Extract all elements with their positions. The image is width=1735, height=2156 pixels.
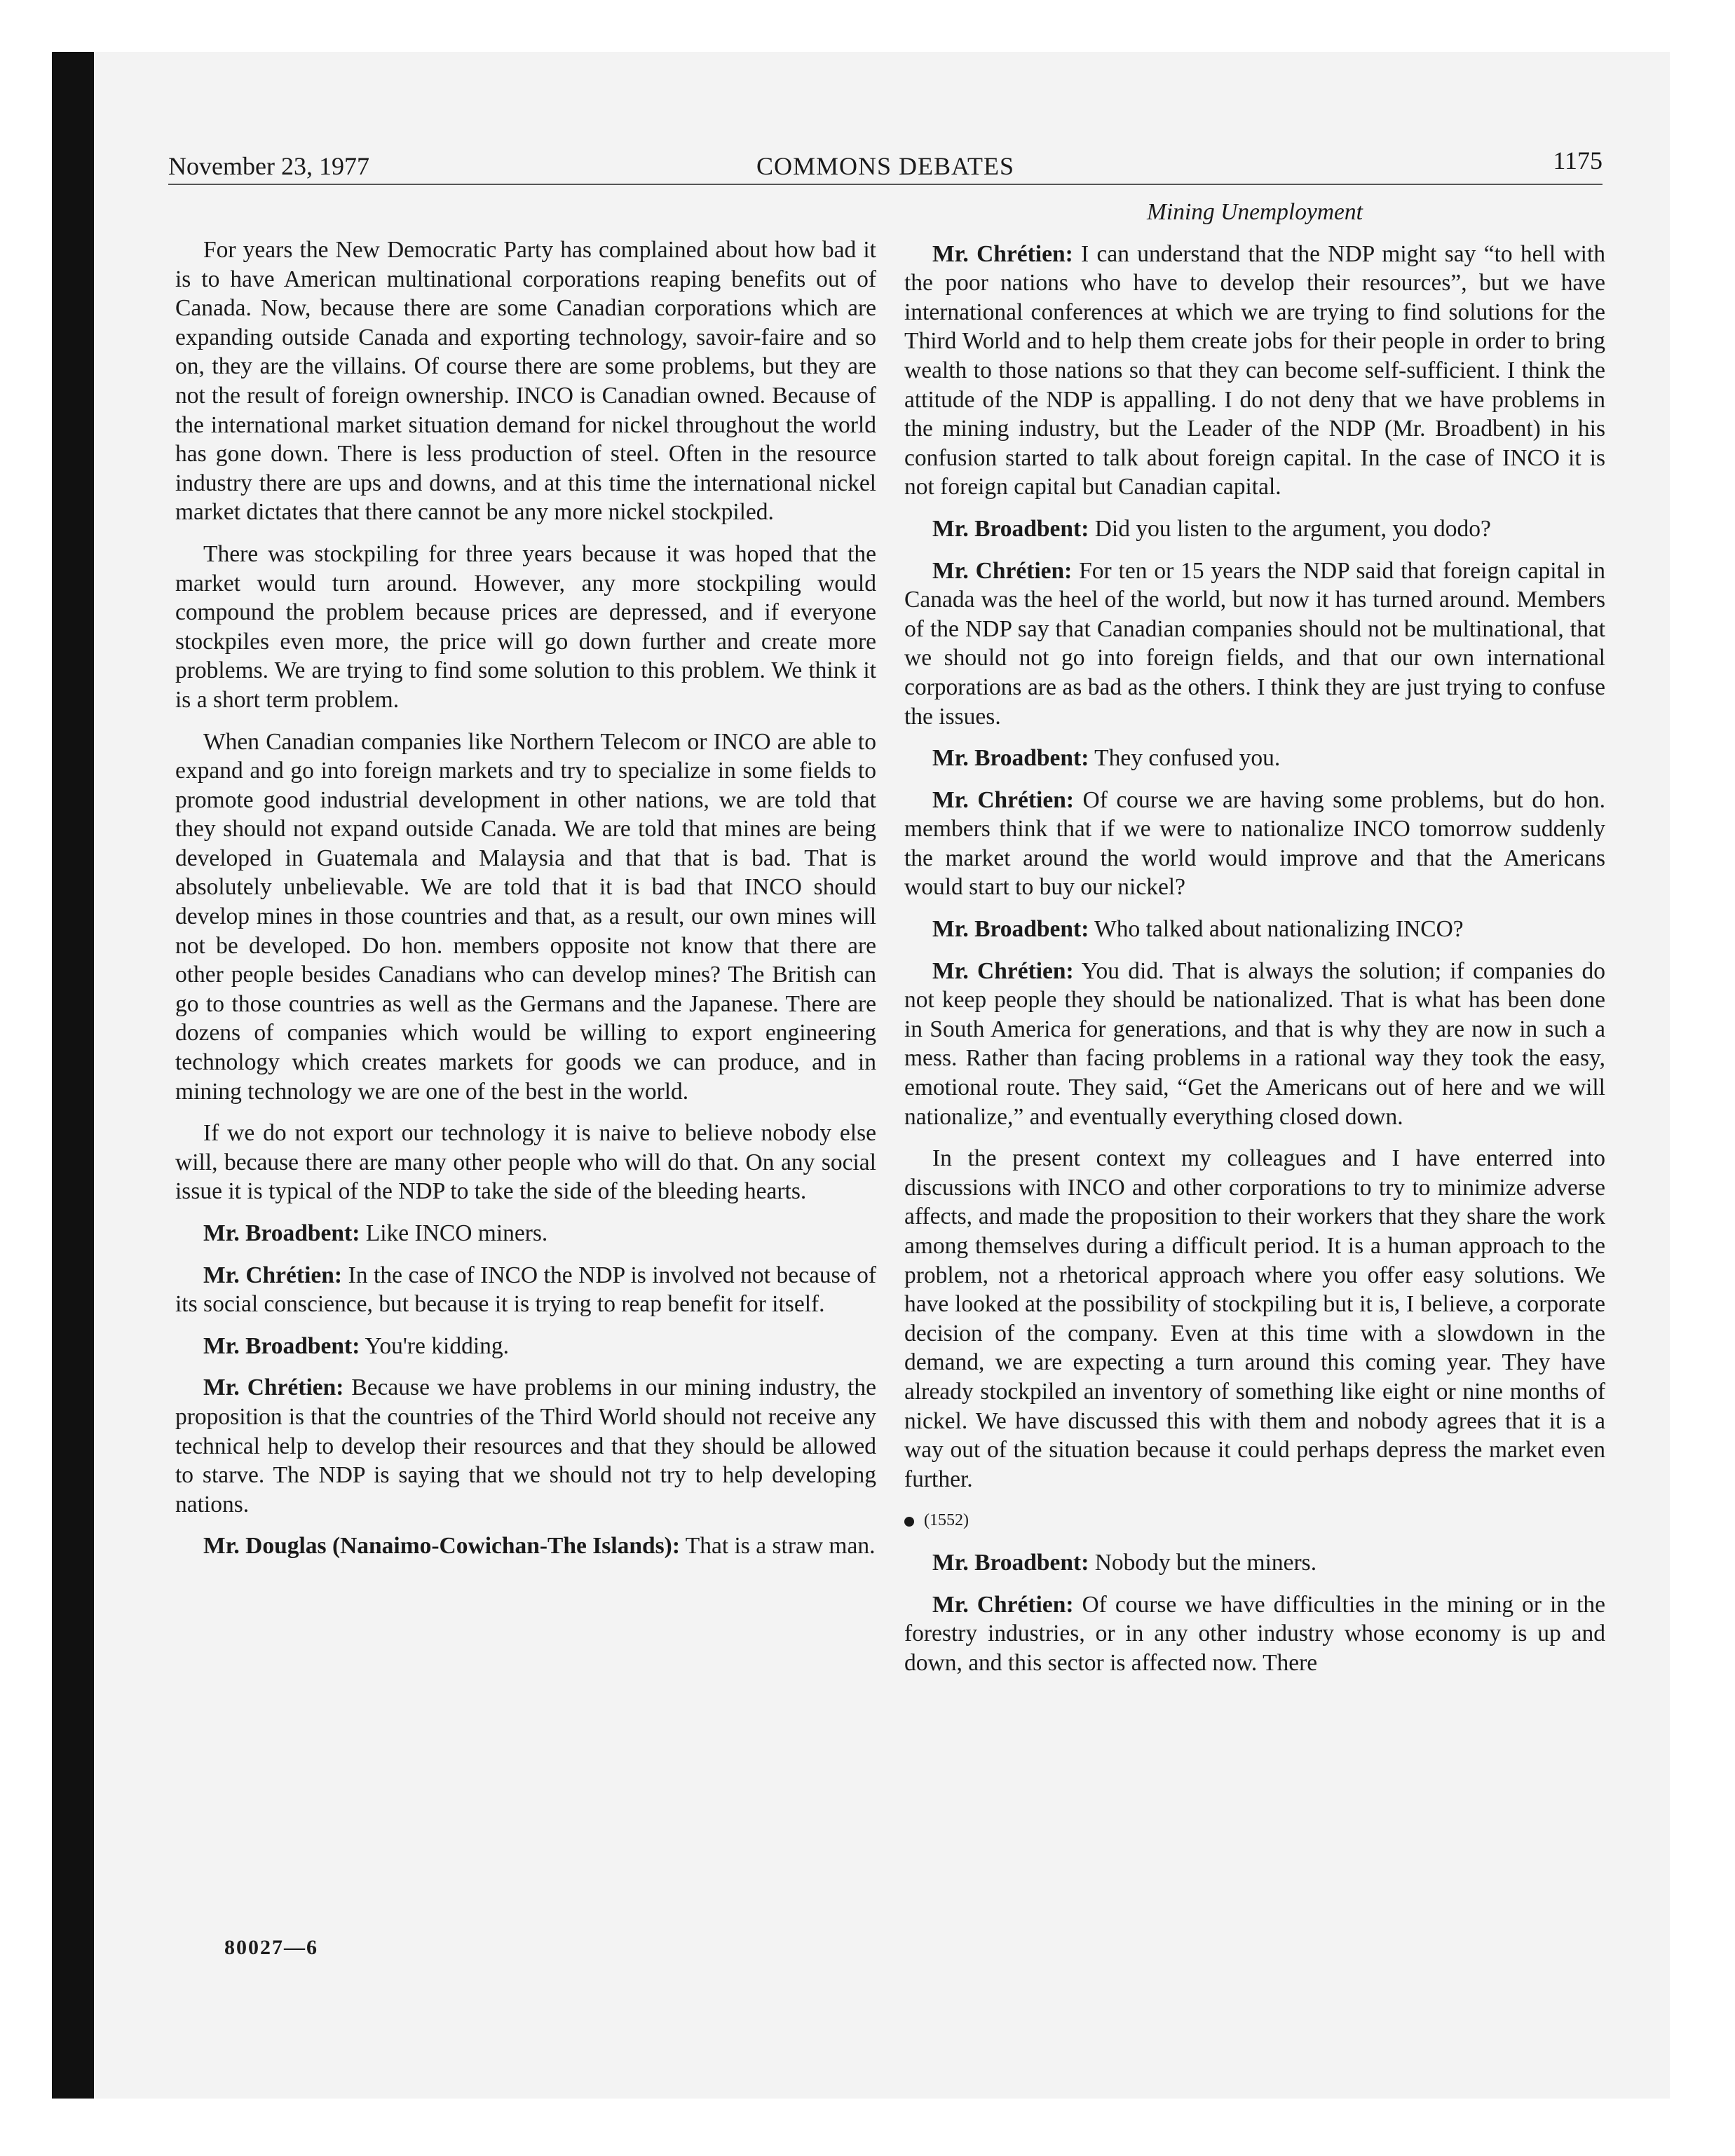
paragraph: If we do not export our technology it is naive to believe nobody else will, because there are many other people who will do that. On any social issue it is typical of the NDP to take the side of the bleeding hearts. (175, 1120, 876, 1205)
speech-text: You're kidding. (360, 1332, 510, 1359)
speech (904, 514, 1605, 544)
speaker-name: Mr. Broadbent: (932, 1549, 1089, 1576)
speech-text: They confused you. (1089, 745, 1281, 772)
speech (904, 786, 1605, 902)
speech (904, 1590, 1605, 1678)
print-code: 80027—6 (224, 1936, 318, 1959)
speech-text: I can understand that the NDP might say “to hell with the poor nations who have to develop their resources”, but we have international conferences at which we are trying to find solutions for the Third World and to help them create jobs for their people in order to bring wealth to those nations so that they can become self-sufficient. I think the attitude of the NDP is appalling. I do not deny that we have problems in the mining industry, but the Leader of the NDP (Mr. Broadbent) in his confusion started to talk about foreign capital. In the case of INCO it is not foreign capital but Canadian capital. (904, 240, 1605, 500)
running-head (168, 146, 1603, 185)
speech (175, 1261, 876, 1319)
speaker-name: Mr. Chrétien: (932, 957, 1074, 984)
speech (904, 557, 1605, 732)
speech-text: Of course we are having some problems, but do hon. members think that if we were to nationalize INCO tomorrow suddenly the market around the world would improve and that the Americans would start to buy our nickel? (904, 786, 1606, 901)
speech (175, 1373, 876, 1519)
speech (175, 1219, 876, 1248)
speech (904, 744, 1605, 773)
speech-text: Nobody but the miners. (1089, 1549, 1317, 1576)
speaker-name: Mr. Chrétien: (932, 557, 1073, 584)
section-subheading: Mining Unemployment (1147, 199, 1363, 225)
header-date: November 23, 1977 (168, 152, 369, 180)
speaker-name: Mr. Chrétien: (203, 1374, 344, 1401)
speech-text: Like INCO miners. (360, 1220, 548, 1246)
paragraph: In the present context my colleagues and I have enterred into discussions with INCO and other corporations to try to minimize adverse affects, and made the proposition to their workers that they share the work among themselves during a difficult period. It is a human approach to the problem, not a rhetorical approach where you offer easy solutions. We have looked at the possibility of stockpiling but it is, I believe, a corporate decision of the company. Even at this time with a slowdown in the demand, we are expecting a turn around this coming year. They have already stockpiled an inventory of something like eight or nine months of nickel. We have discussed this with them and nobody agrees that it is a way out of the situation because it could perhaps depress the market even further. (904, 1145, 1605, 1492)
speech-text: Of course we have difficulties in the mining or in the forestry industries, or in any other industry whose economy is up and down, and this sector is affected now. There (904, 1591, 1605, 1676)
speaker-name: Mr. Broadbent: (932, 515, 1089, 542)
paragraph: For years the New Democratic Party has complained about how bad it is to have American multinational corporations reaping benefits out of Canada. Now, because there are some Canadian corporations which are expanding outside Canada and exporting technology, savoir-faire and so on, they are the villains. Of course there are some problems, but they are not the result of foreign ownership. INCO is Canadian owned. Because of the international market situation demand for nickel throughout the world has gone down. There is less production of steel. Often in the resource industry there are ups and downs, and at this time the international nickel market dictates that there cannot be any more nickel stockpiled. (175, 237, 876, 526)
speaker-name: Mr. Chrétien: (932, 240, 1073, 267)
speech (904, 915, 1605, 944)
speaker-name: Mr. Douglas (Nanaimo-Cowichan-The Islands): (203, 1533, 680, 1560)
speech (904, 240, 1605, 502)
speech (904, 1548, 1605, 1578)
left-column (175, 236, 876, 1574)
paragraph: There was stockpiling for three years because it was hoped that the market would turn around. However, any more stockpiling would compound the problem because prices are depressed, and if everyone stockpiles even more, the price will go down further and create more problems. We are trying to find some solution to this problem. We think it is a short term problem. (175, 540, 876, 713)
speaker-name: Mr. Broadbent: (932, 745, 1089, 772)
speaker-name: Mr. Broadbent: (932, 916, 1089, 943)
timestamp (904, 1506, 1605, 1536)
speaker-name: Mr. Broadbent: (203, 1332, 360, 1359)
speech-text: Because we have problems in our mining industry, the proposition is that the countries of the Third World should not receive any technical help to develop their resources and that they should be allowed to starve. The NDP is saying that we should not try to help developing nations. (175, 1374, 876, 1517)
speaker-name: Mr. Broadbent: (203, 1220, 360, 1246)
speech-text: For ten or 15 years the NDP said that foreign capital in Canada was the heel of the world, but now it has turned around. Members of the NDP say that Canadian companies should not be multinational, that we should not go into foreign fields, and that our own international corporations are as bad as the others. I think they are just trying to confuse the issues. (904, 557, 1606, 730)
page-number: 1175 (1553, 146, 1603, 175)
speaker-name: Mr. Chrétien: (932, 786, 1075, 813)
speech (175, 1531, 876, 1561)
speech-text: That is a straw man. (680, 1533, 876, 1560)
scan-binding-edge (52, 52, 94, 2099)
speech-text: In the case of INCO the NDP is involved not because of its social conscience, but because it is trying to reap benefit for itself. (175, 1262, 876, 1318)
speech-text: Who talked about nationalizing INCO? (1089, 916, 1464, 943)
bullet-icon (904, 1517, 914, 1527)
paragraph: When Canadian companies like Northern Telecom or INCO are able to expand and go into foreign markets and try to specialize in some fields to promote good industrial development in other nations, we are told that they should not expand outside Canada. We are told that mines are being developed in Guatemala and Malaysia and that that is bad. That is absolutely unbelievable. We are told that it is bad that INCO should develop mines in those countries and that, as a result, our own mines will not be developed. Do hon. members opposite not know that there are other people besides Canadians who can develop mines? The British can go to those countries as well as the Germans and the Japanese. There are dozens of companies which would be willing to export engineering technology which creates markets for goods we can produce, and in mining technology we are one of the best in the world. (175, 728, 876, 1105)
header-title: COMMONS DEBATES (756, 152, 1015, 180)
speech (175, 1332, 876, 1361)
speech-text: You did. That is always the solution; if companies do not keep people they should be nationalized. That is what has been done in South America for generations, and that is why they are now in such a mess. Rather than facing problems in a rational way they took the easy, emotional route. They said, “Get the Americans out of here and we will nationalize,” and eventually everything closed down. (904, 957, 1605, 1130)
speech-text: Did you listen to the argument, you dodo? (1089, 515, 1491, 542)
timestamp-text: (1552) (924, 1511, 969, 1530)
right-column (904, 198, 1605, 1690)
speaker-name: Mr. Chrétien: (203, 1262, 343, 1288)
speech (904, 957, 1605, 1132)
speaker-name: Mr. Chrétien: (932, 1591, 1074, 1618)
